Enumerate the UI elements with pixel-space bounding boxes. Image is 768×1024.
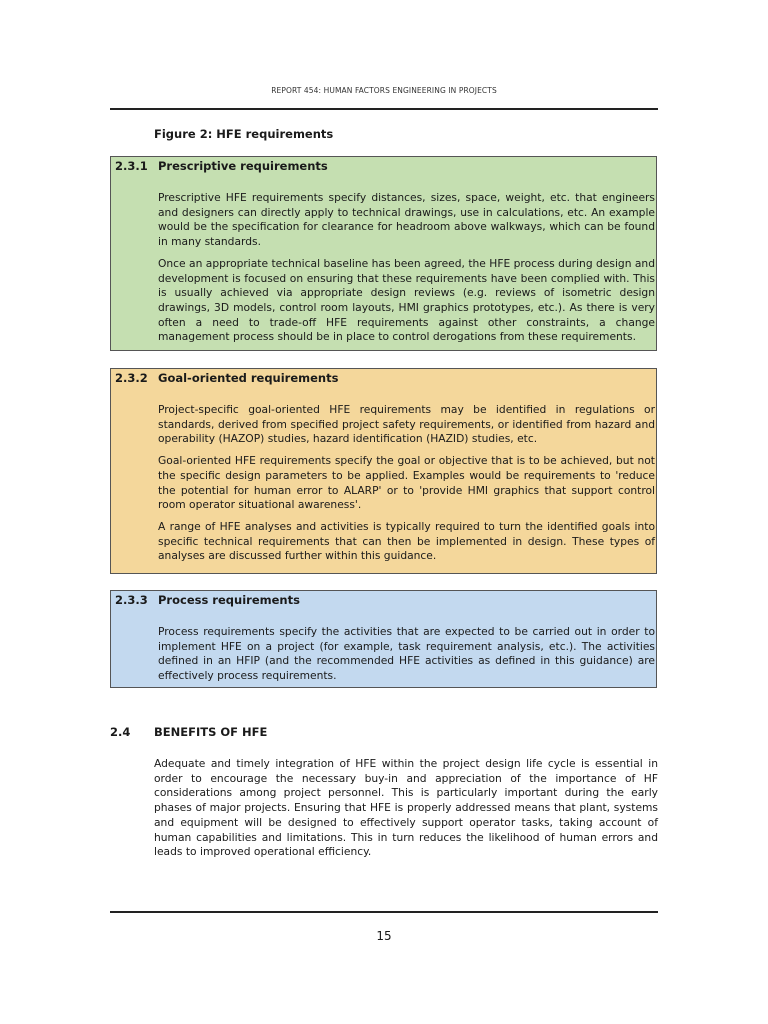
process-requirements-box xyxy=(110,590,657,688)
section-number: 2.4 xyxy=(110,725,131,739)
box-number: 2.3.1 xyxy=(115,159,148,173)
box-body xyxy=(158,625,655,691)
paragraph: Adequate and timely integration of HFE within the project design life cycle is essential in order to encourage the necessary buy-in and appreciation of the importance of HF considerations among project personnel. This is particularly important during the early phases of major projects. Ensuring that HFE is properly addressed means that plant, systems and equipment will be designed to effectively support operator tasks, taking account of human capabilities and limitations. This in turn reduces the likelihood of human errors and leads to improved operational efficiency. xyxy=(154,757,658,859)
paragraph: Once an appropriate technical baseline has been agreed, the HFE process during design and development is focused on ensuring that these requirements have been complied with. This is usually achieved via appropriate design reviews (e.g. reviews of isometric design drawings, 3D models, control room layouts, HMI graphics prototypes, etc.). As there is very often a need to trade-off HFE requirements against other constraints, a change management process should be in place to control derogations from these requirements. xyxy=(158,256,655,344)
page-number: 15 xyxy=(376,929,392,943)
running-header: REPORT 454: HUMAN FACTORS ENGINEERING IN PROJECTS xyxy=(271,86,497,95)
paragraph: Prescriptive HFE requirements specify distances, sizes, space, weight, etc. that engineers and designers can directly apply to technical drawings, use in calculations, etc. An example would be the specification for clearance for headroom above walkways, which can be found in many standards. xyxy=(158,191,655,249)
paragraph: Project-specific goal-oriented HFE requirements may be identified in regulations or standards, derived from specified project safety requirements, or identified from hazard and operability (HAZOP) studies, hazard identification (HAZID) studies, etc. xyxy=(158,403,655,446)
box-body xyxy=(158,403,655,571)
section-title: BENEFITS OF HFE xyxy=(154,725,268,739)
footer-rule xyxy=(110,911,658,913)
paragraph: A range of HFE analyses and activities is typically required to turn the identified goals into specific technical requirements that can then be implemented in design. These types of analyses are discussed further within this guidance. xyxy=(158,519,655,563)
box-title: Process requirements xyxy=(158,593,300,607)
section-body xyxy=(154,757,658,867)
goal-oriented-requirements-box xyxy=(110,368,657,574)
figure-caption: Figure 2: HFE requirements xyxy=(154,127,334,141)
box-body xyxy=(158,191,655,352)
header-rule xyxy=(110,108,658,110)
paragraph: Goal-oriented HFE requirements specify the goal or objective that is to be achieved, but not the specific design parameters to be applied. Examples would be requirements to 'reduce the potential for human error to ALARP' or to 'provide HMI graphics that support control room operator situational awareness'. xyxy=(158,454,655,512)
paragraph: Process requirements specify the activities that are expected to be carried out in order to implement HFE on a project (for example, task requirement analysis, etc.). The activities defined in an HFIP (and the recommended HFE activities as defined in this guidance) are effectively process requirements. xyxy=(158,625,655,683)
box-number: 2.3.3 xyxy=(115,593,148,607)
box-title: Goal-oriented requirements xyxy=(158,371,339,385)
box-title: Prescriptive requirements xyxy=(158,159,328,173)
prescriptive-requirements-box xyxy=(110,156,657,351)
box-number: 2.3.2 xyxy=(115,371,148,385)
